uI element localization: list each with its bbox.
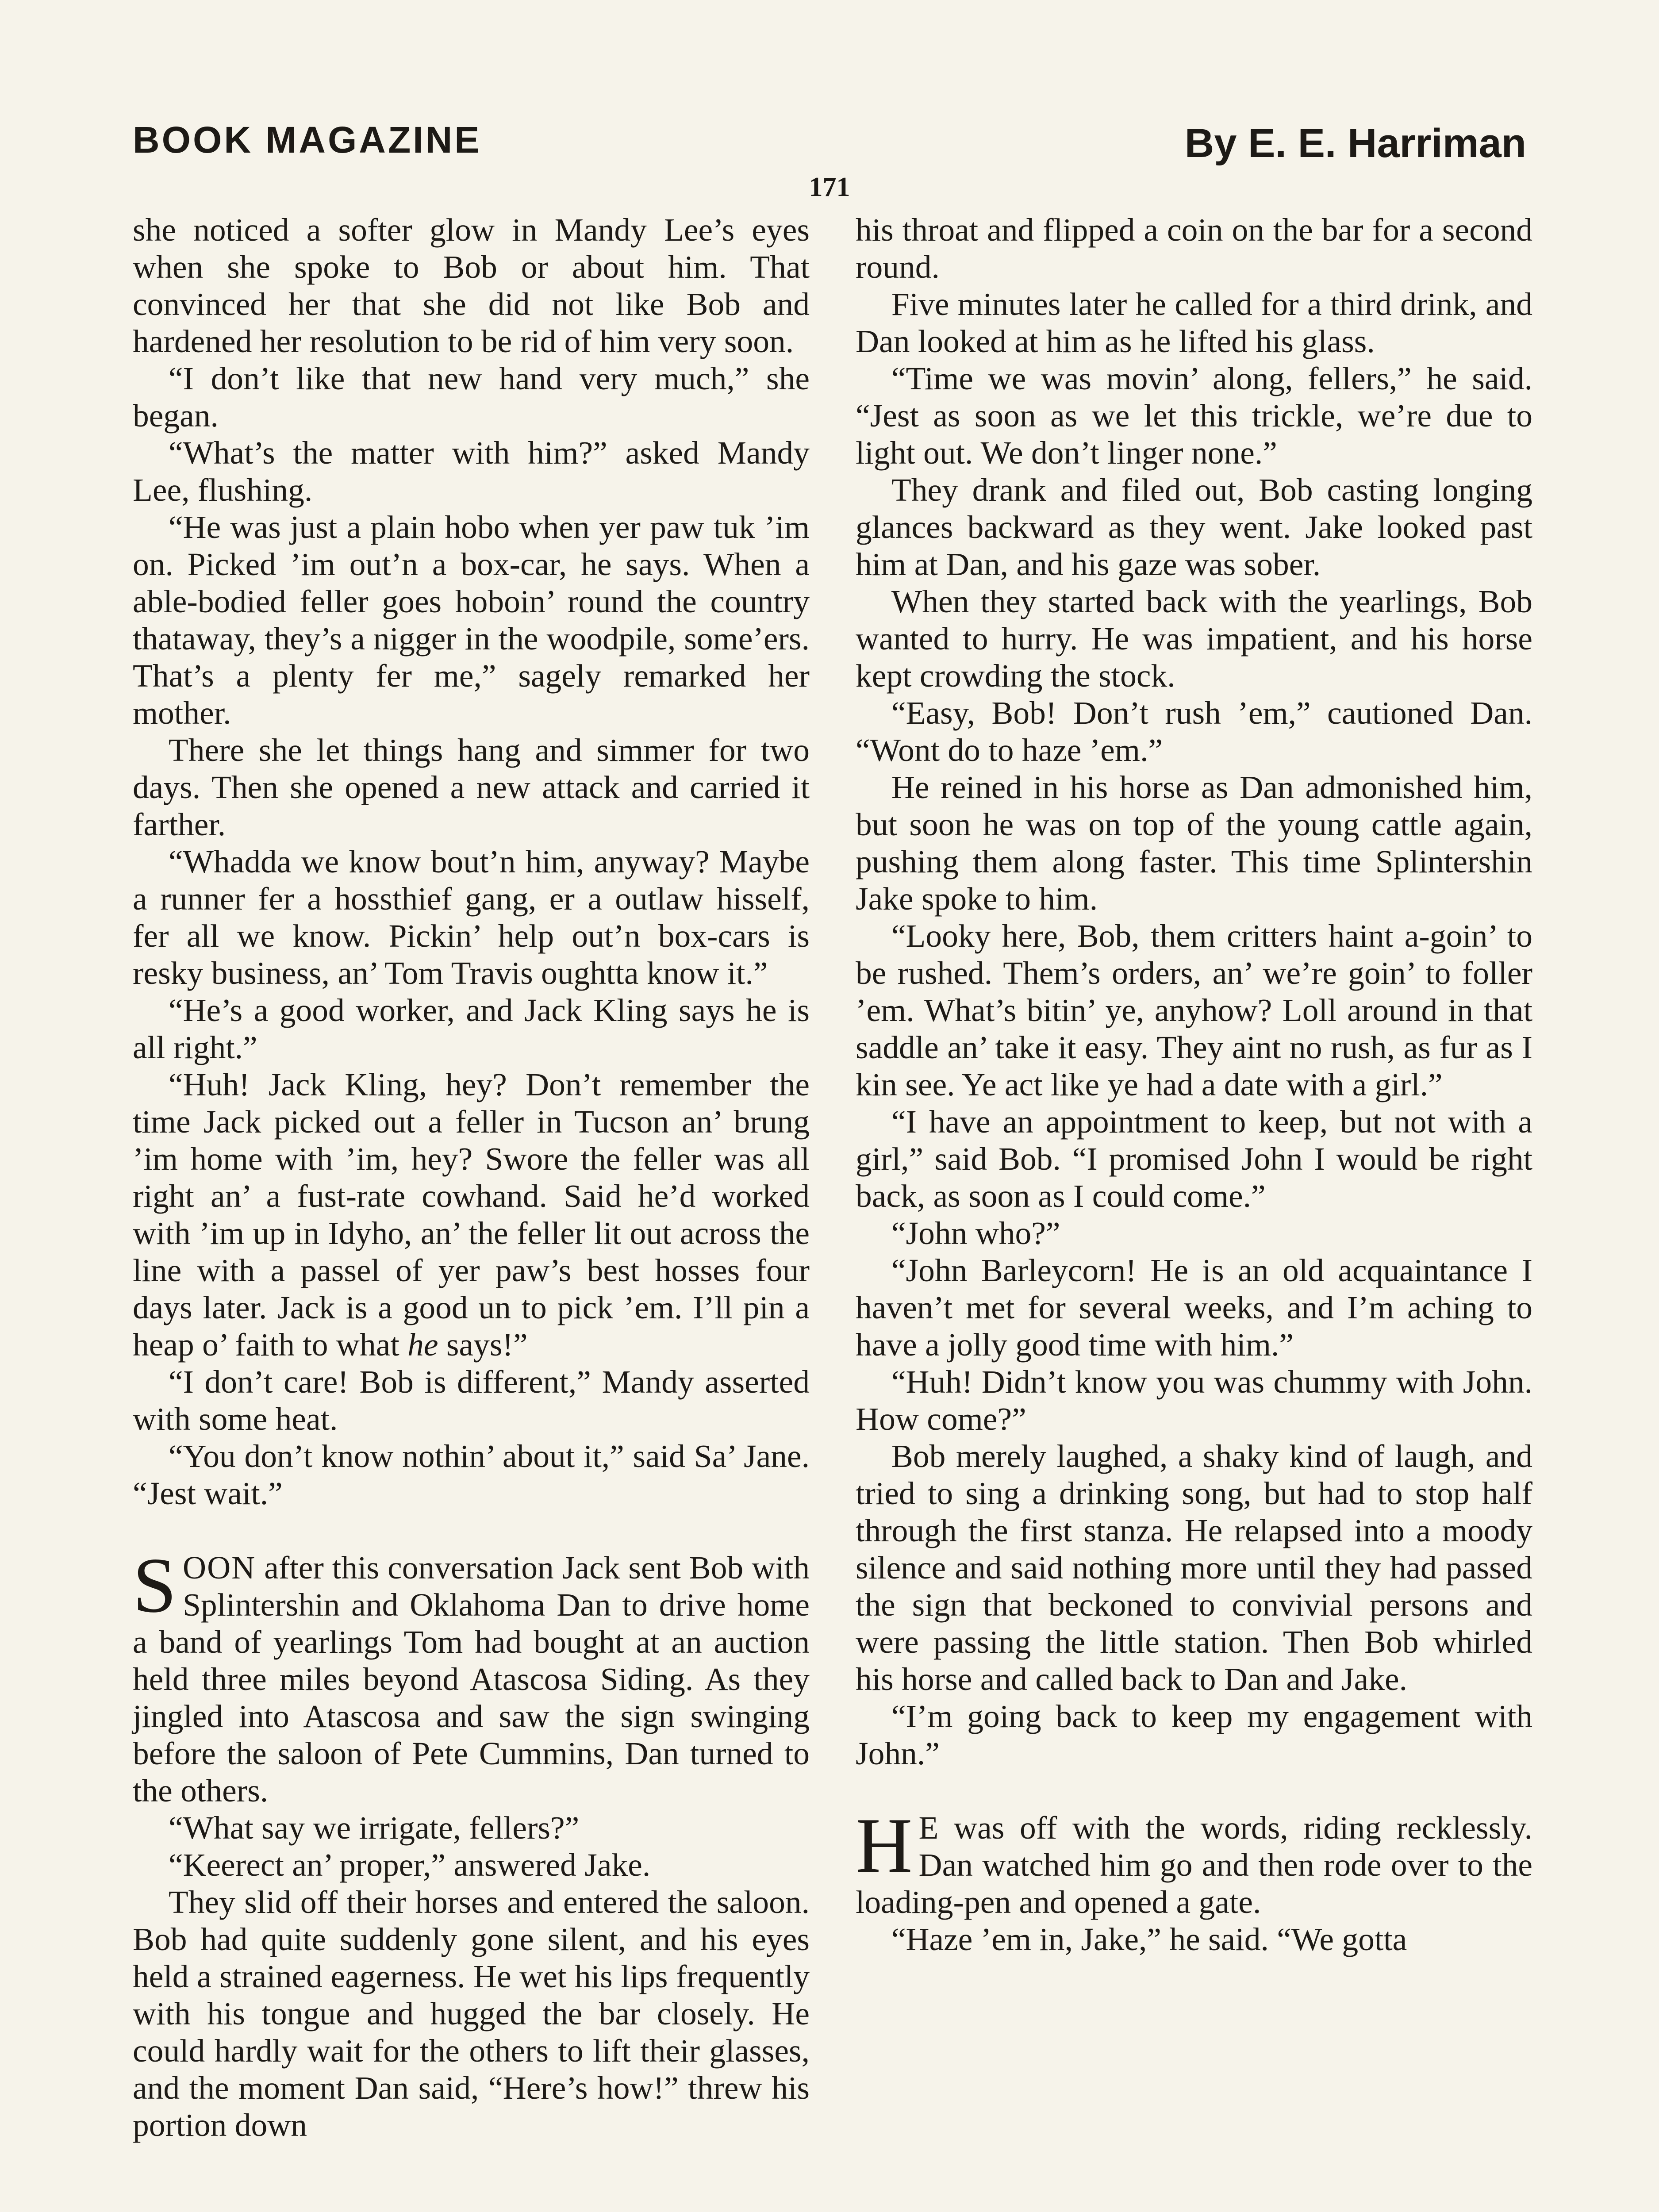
paragraph: They slid off their horses and entered the saloon. Bob had quite suddenly gone silent, and his eyes held a strained eagerness. He wet his lips frequently with his tongue and hugged the bar closely. He could hardly wait for the others to lift their glasses, and the moment Dan said, “Here’s how!” threw his portion down (133, 1884, 810, 2143)
text-run: after this conversation Jack sent Bob with Splintershin and Oklahoma Dan to drive home a band of yearlings Tom had bought at an auction held three miles beyond Atascosa Siding. As they jingled into Atascosa and saw the sign swinging before the saloon of Pete Cummins, Dan turned to the others. (133, 1550, 810, 1809)
paragraph: “Time we was movin’ along, fellers,” he said. “Jest as soon as we let this trickle, we’re due to light out. We don’t linger none.” (856, 361, 1532, 471)
paragraph: “Keerect an’ proper,” answered Jake. (168, 1847, 651, 1883)
paragraph: They drank and filed out, Bob casting longing glances backward as they went. Jake looked past him at Dan, and his gaze was sober. (856, 472, 1532, 582)
paragraph: Five minutes later he called for a third drink, and Dan looked at him as he lifted his glass. (856, 286, 1532, 359)
paragraph: “Looky here, Bob, them critters haint a-goin’ to be rushed. Them’s orders, an’ we’re goin’ to foller ’em. What’s bitin’ ye, anyhow? Loll around in that saddle an’ take it easy. They aint no rush, as fur as I kin see. Ye act like ye had a date with a girl.” (856, 918, 1532, 1102)
paragraph (133, 1066, 810, 1363)
magazine-title: BOOK MAGAZINE (133, 119, 482, 161)
paragraph: “I’m going back to keep my engagement with John.” (856, 1698, 1532, 1771)
paragraph: “I don’t like that new hand very much,” she began. (133, 361, 810, 434)
left-column (133, 211, 810, 2144)
right-column (856, 211, 1532, 1958)
italic-emphasis: he (407, 1327, 438, 1363)
text-run: says!” (438, 1327, 528, 1363)
small-caps-lead: OON (183, 1550, 256, 1586)
paragraph: “John Barleycorn! He is an old acquaintance I haven’t met for several weeks, and I’m aching to have a jolly good time with him.” (856, 1252, 1532, 1363)
paragraph: “John who?” (891, 1215, 1060, 1251)
paragraph: “I have an appointment to keep, but not with a girl,” said Bob. “I promised John I would be right back, as soon as I could come.” (856, 1104, 1532, 1214)
paragraph: “Easy, Bob! Don’t rush ’em,” cautioned Dan. “Wont do to haze ’em.” (856, 695, 1532, 768)
author-byline: By E. E. Harriman (1184, 121, 1526, 166)
paragraph: “I don’t care! Bob is different,” Mandy asserted with some heat. (133, 1364, 810, 1437)
paragraph: “You don’t know nothin’ about it,” said Sa’ Jane. “Jest wait.” (133, 1438, 810, 1511)
paragraph: There she let things hang and simmer for two days. Then she opened a new attack and carried it farther. (133, 732, 810, 842)
paragraph: “Whadda we know bout’n him, anyway? Maybe a runner fer a hossthief gang, er a outlaw hisself, fer all we know. Pickin’ help out’n box-cars is resky business, an’ Tom Travis oughtta know it.” (133, 844, 810, 991)
paragraph: his throat and flipped a coin on the bar for a second round. (856, 212, 1532, 285)
paragraph: “What’s the matter with him?” asked Mandy Lee, flushing. (133, 435, 810, 508)
drop-cap: S (133, 1541, 177, 1629)
text-run: “Huh! Jack Kling, hey? Don’t remember the time Jack picked out a feller in Tucson an’ brung ’im home with ’im, hey? Swore the feller was all right an’ a fust-rate cowhand. Said he’d worked with ’im up in Idyho, an’ the feller lit out across the line with a passel of yer paw’s best hosses four days later. Jack is a good un to pick ’em. I’ll pin a heap o’ faith to what (133, 1067, 810, 1363)
paragraph: He reined in his horse as Dan admonished him, but soon he was on top of the young cattle again, pushing them along faster. This time Splintershin Jake spoke to him. (856, 769, 1532, 917)
paragraph: “He was just a plain hobo when yer paw tuk ’im on. Picked ’im out’n a box-car, he says. When a able-bodied feller goes hoboin’ round the country thataway, they’s a nigger in the woodpile, some’ers. That’s a plenty fer me,” sagely remarked her mother. (133, 509, 810, 731)
paragraph: “He’s a good worker, and Jack Kling says he is all right.” (133, 992, 810, 1065)
section-opening-paragraph (856, 1801, 1532, 1921)
section-opening-paragraph (133, 1541, 810, 1809)
text-run: E was off with the words, riding recklessly. Dan watched him go and then rode over to the loading-pen and opened a gate. (856, 1810, 1532, 1920)
page-number: 171 (809, 172, 850, 202)
paragraph: “Haze ’em in, Jake,” he said. “We gotta (891, 1921, 1407, 1957)
paragraph: “What say we irrigate, fellers?” (168, 1810, 580, 1846)
paragraph: Bob merely laughed, a shaky kind of laugh, and tried to sing a drinking song, but had to stop half through the first stanza. He relapsed into a moody silence and said nothing more until they had passed the sign that beckoned to convivial persons and were passing the little station. Then Bob whirled his horse and called back to Dan and Jake. (856, 1438, 1532, 1697)
paragraph: When they started back with the yearlings, Bob wanted to hurry. He was impatient, and his horse kept crowding the stock. (856, 584, 1532, 694)
drop-cap: H (856, 1801, 913, 1889)
paragraph: she noticed a softer glow in Mandy Lee’s eyes when she spoke to Bob or about him. That convinced her that she did not like Bob and hardened her resolution to be rid of him very soon. (133, 212, 810, 359)
paragraph: “Huh! Didn’t know you was chummy with John. How come?” (856, 1364, 1532, 1437)
